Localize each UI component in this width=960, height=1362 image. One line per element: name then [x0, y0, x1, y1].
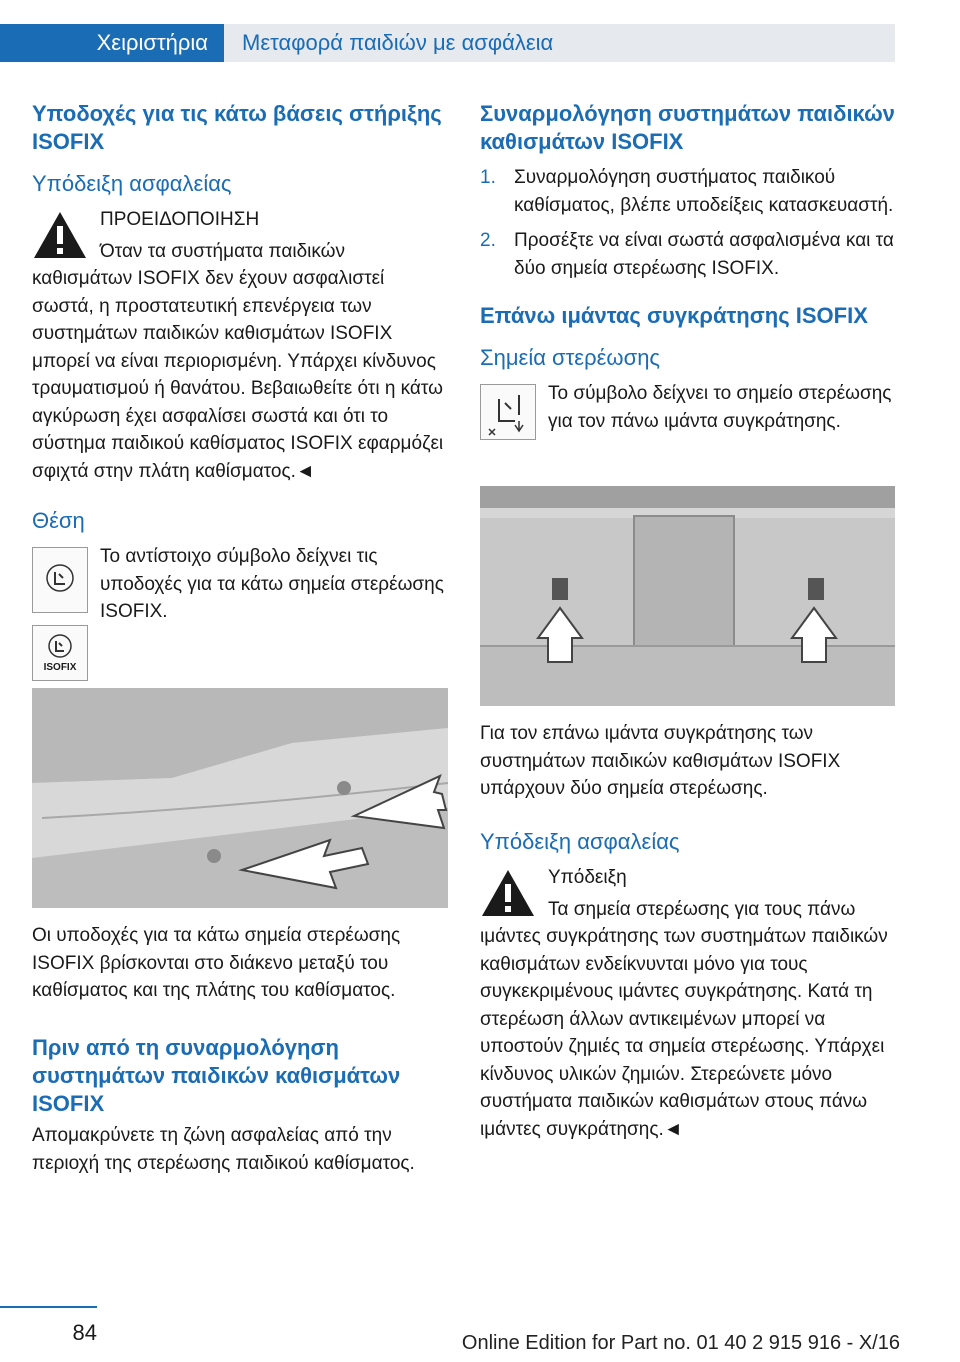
heading-safety-note: Υπόδειξη ασφαλείας — [480, 829, 680, 854]
note-block — [480, 864, 898, 1143]
tab-chapter-label: Χειριστήρια — [96, 30, 208, 55]
step-number: 1. — [480, 167, 496, 188]
heading-position: Θέση — [32, 508, 85, 533]
before-assembly-block — [32, 1034, 450, 1177]
lower-anchors-caption: Οι υποδοχές για τα κάτω σημεία στερέωσης ISOFIX βρίσκονται στο διάκενο μεταξύ του καθίσματος και της πλάτης του καθίσματος. — [32, 925, 401, 1001]
anchor-text: Το σύμβολο δείχνει το σημείο στερέωσης για τον πάνω ιμάντα συγκράτησης. — [548, 383, 892, 432]
isofix-seat-icon — [32, 547, 88, 613]
section-header — [0, 24, 895, 62]
heading-anchor-points: Σημεία στερέωσης — [480, 345, 661, 370]
step-text: Συναρμολόγηση συστήματος παιδικού καθίσματος, βλέπε υποδείξεις κατασκευαστή. — [514, 167, 894, 216]
heading-isofix-lower: Υποδοχές για τις κάτω βάσεις στήριξης ISOFIX — [32, 101, 442, 154]
isofix-labeled-icon — [32, 625, 88, 681]
before-assembly-text: Απομακρύνετε τη ζώνη ασφαλείας από την περιοχή της στερέωσης παιδικού καθίσματος. — [32, 1125, 415, 1174]
page-number: 84 — [0, 1306, 97, 1346]
warning-triangle-icon — [480, 868, 536, 918]
note-label: Υπόδειξη — [548, 867, 627, 888]
top-tether-icon — [480, 384, 536, 440]
list-item — [480, 227, 898, 282]
top-tether-anchors-photo — [480, 486, 895, 706]
heading-before-assembly: Πριν από τη συναρμολόγηση συστημάτων παιδικών καθισμάτων ISOFIX — [32, 1035, 401, 1116]
heading-top-tether: Επάνω ιμάντας συγκράτησης ISOFIX — [480, 303, 868, 328]
warning-block — [32, 206, 450, 485]
tab-section-label: Μεταφορά παιδιών με ασφάλεια — [242, 30, 554, 55]
warning-triangle-icon — [32, 210, 88, 260]
heading-safety-note: Υπόδειξη ασφαλείας — [32, 171, 232, 196]
warning-label: ΠΡΟΕΙΔΟΠΟΙΗΣΗ — [100, 209, 260, 230]
list-item — [480, 164, 898, 219]
edition-footer: Online Edition for Part no. 01 40 2 915 916 - X/16 — [461, 1332, 900, 1354]
heading-assembly: Συναρμολόγηση συστημάτων παιδικών καθισμάτων ISOFIX — [480, 101, 895, 154]
assembly-steps — [480, 164, 898, 282]
step-number: 2. — [480, 230, 496, 251]
position-text: Το αντίστοιχο σύμβολο δείχνει τις υποδοχές για τα κάτω σημεία στερέωσης ISOFIX. — [100, 546, 444, 622]
tab-section[interactable] — [224, 24, 895, 62]
step-text: Προσέξτε να είναι σωστά ασφαλισμένα και τα δύο σημεία στερέωσης ISOFIX. — [514, 230, 894, 279]
right-column — [480, 100, 898, 1140]
top-anchors-caption: Για τον επάνω ιμάντα συγκράτησης των συστημάτων παιδικών καθισμάτων ISOFIX υπάρχουν δύο σημεία στερέωσης. — [480, 723, 841, 799]
right-safety-block — [480, 828, 898, 1143]
left-column — [32, 100, 450, 1174]
isofix-lower-anchors-photo — [32, 688, 448, 908]
warning-text: Όταν τα συστήματα παιδικών καθισμάτων ISOFIX δεν έχουν ασφαλιστεί σωστά, η προστατευτική επενέργεια των συστημάτων παιδικών καθισμάτων ISOFIX μπορεί να είναι περιορισμένη. Υπάρχει κίνδυνος τραυματισμού ή θανάτου. Βεβαιωθείτε ότι η κάτω αγκύρωση έχει ασφαλίσει σωστά και ότι το σύστημα παιδικού καθίσματος ISOFIX εφαρμόζει σφιχτά στην πλάτη καθίσματος.◄ — [32, 240, 444, 482]
note-text: Τα σημεία στερέωσης για τους πάνω ιμάντες συγκράτησης των συστημάτων παιδικών καθισμάτων ενδείκνυνται μόνο για τους συγκεκριμένους ιμάντες συγκράτησης. Κατά τη στερέωση άλλων αντικειμένων μπορεί να υποστούν ζημιές τα σημεία στερέωσης. Υπάρχει κίνδυνος υλικών ζημιών. Στερεώνετε μόνο συστήματα παιδικών καθισμάτων στους πάνω ιμάντες συγκράτησης.◄ — [480, 898, 888, 1140]
anchor-block — [480, 380, 898, 450]
isofix-icon-label: ISOFIX — [43, 662, 77, 673]
position-block — [32, 543, 450, 693]
tab-chapter[interactable] — [0, 24, 224, 62]
